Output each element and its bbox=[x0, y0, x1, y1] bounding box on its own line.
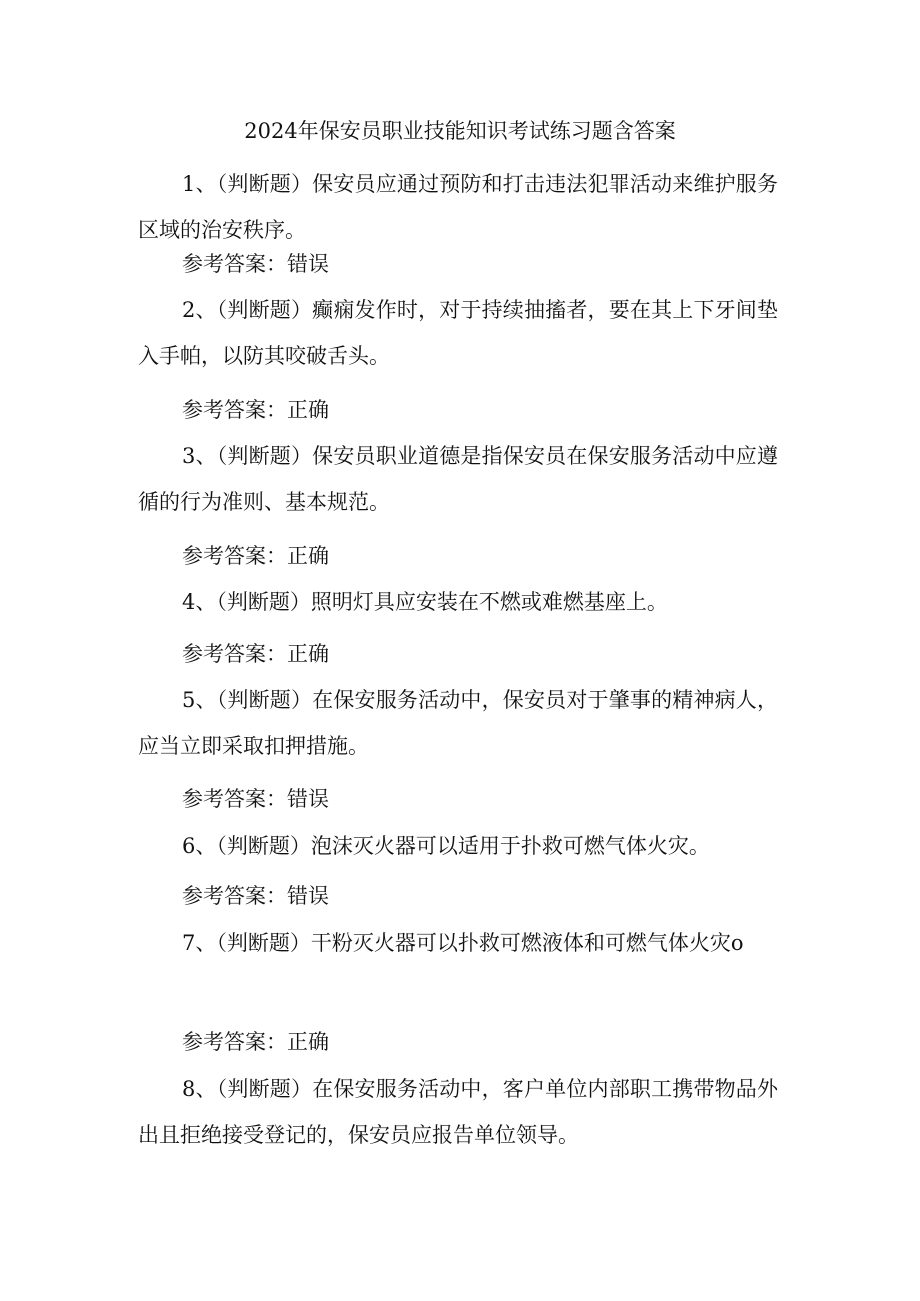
question-text: （判断题）在保安服务活动中，保安员对于肇事的精神病人，应当立即采取扣押措施。 bbox=[138, 688, 778, 758]
question-4 bbox=[138, 579, 778, 625]
question-2 bbox=[138, 287, 778, 379]
question-7 bbox=[138, 920, 778, 966]
question-number: 1、 bbox=[182, 172, 217, 196]
question-1 bbox=[138, 161, 778, 253]
answer-3: 参考答案：正确 bbox=[182, 544, 329, 568]
question-text: （判断题）保安员应通过预防和打击违法犯罪活动来维护服务区域的治安秩序。 bbox=[138, 172, 778, 242]
answer-1: 参考答案：错误 bbox=[182, 252, 329, 276]
question-number: 3、 bbox=[182, 444, 217, 468]
question-text: （判断题）癫痫发作时，对于持续抽搐者，要在其上下牙间垫入手帕，以防其咬破舌头。 bbox=[138, 298, 778, 368]
question-8 bbox=[138, 1066, 778, 1158]
answer-2: 参考答案：正确 bbox=[182, 398, 329, 422]
question-text: （判断题）照明灯具应安装在不燃或难燃基座上。 bbox=[216, 590, 668, 614]
answer-6: 参考答案：错误 bbox=[182, 884, 329, 908]
answer-7: 参考答案：正确 bbox=[182, 1030, 329, 1054]
answer-5: 参考答案：错误 bbox=[182, 787, 329, 811]
question-6 bbox=[138, 823, 778, 869]
question-number: 6、 bbox=[182, 834, 217, 858]
question-number: 5、 bbox=[182, 688, 217, 712]
question-text: （判断题）保安员职业道德是指保安员在保安服务活动中应遵循的行为准则、基本规范。 bbox=[138, 444, 778, 514]
question-text: （判断题）干粉灭火器可以扑救可燃液体和可燃气体火灾o bbox=[216, 931, 744, 955]
question-number: 4、 bbox=[182, 590, 217, 614]
question-5 bbox=[138, 677, 778, 769]
question-number: 7、 bbox=[182, 931, 217, 955]
document-title: 2024年保安员职业技能知识考试练习题含答案 bbox=[244, 119, 676, 143]
question-text: （判断题）在保安服务活动中，客户单位内部职工携带物品外出且拒绝接受登记的，保安员应报告单位领导。 bbox=[138, 1077, 778, 1147]
question-number: 8、 bbox=[182, 1077, 217, 1101]
answer-4: 参考答案：正确 bbox=[182, 642, 329, 666]
question-number: 2、 bbox=[182, 298, 217, 322]
question-3 bbox=[138, 433, 778, 525]
question-text: （判断题）泡沫灭火器可以适用于扑救可燃气体火灾。 bbox=[216, 834, 710, 858]
